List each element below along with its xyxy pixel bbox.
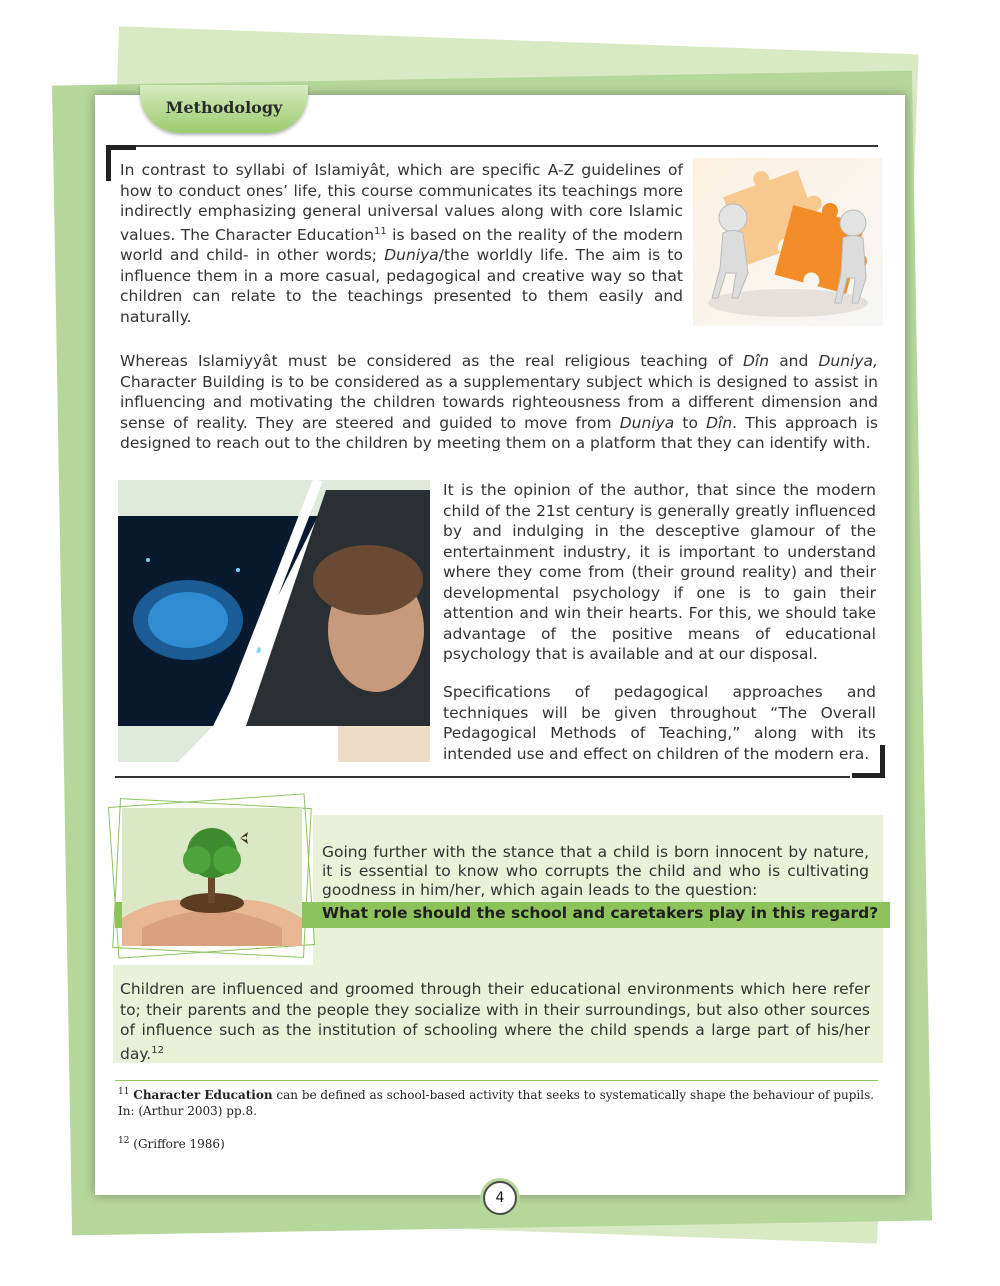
puzzle-illustration — [693, 158, 883, 326]
intro-paragraph-2: Whereas Islamiyyât must be considered as the real religious teaching of Dîn and Duniya, Character Building is to be considered as a supplementary subject which is designed to assist in influencing and motivating the children towards righteousness from a different dimension and sense of reality. They are steered and guided to move from Duniya to Dîn. This approach is designed to reach out to the children by meeting them on a platform that they can identify with. — [120, 352, 878, 452]
footnote-12: $^{12}$ (Griffore 1986) — [118, 1136, 225, 1151]
highlight-question: What role should the school and caretakers play in this regard? — [322, 904, 879, 922]
footnote-11-source: In: (Arthur 2003) pp.8. — [118, 1104, 257, 1118]
middle-paragraph-1: It is the opinion of the author, that since the modern child of the 21st century is generally greatly influenced by and indulging in the desceptive glamour of the entertainment industry, it is important to understand where they come from (their ground reality) and their developmental psychology if one is to gain their attention and win their hearts. For this, we should take advantage of the positive means of educational psychology that is available and at our disposal. — [443, 481, 876, 663]
puzzle-people-image — [693, 158, 883, 326]
highlight-body: Children are influenced and groomed through their educational environments which here refer to; their parents and the people they socialize with in their surroundings, but also other sources of influence such as the institution of schooling where the child spends a large part of his/her day.$^{12}$ — [120, 980, 870, 1063]
footnote-rule — [115, 1080, 878, 1081]
footnote-11: $^{11}$ Character Education can be defined as school-based activity that seeks to systematically shape the behaviour of pupils. — [118, 1087, 875, 1102]
page-number: 4 — [483, 1181, 517, 1215]
corner-bracket-left-top — [106, 145, 136, 150]
collage-illustration — [118, 480, 430, 762]
corner-bracket-right-bottom — [852, 773, 885, 778]
section-tab — [140, 85, 308, 133]
hands-tree-image — [122, 808, 302, 946]
highlight-intro: Going further with the stance that a child is born innocent by nature, it is essential to know who corrupts the child and who is cultivating goodness in him/her, which again leads to the question: — [322, 843, 869, 899]
corner-bracket-left — [106, 145, 111, 181]
top-rule — [113, 145, 878, 147]
hands-tree-illustration — [122, 808, 302, 946]
middle-paragraph-2: Specifications of pedagogical approaches and techniques will be given throughout “The Overall Pedagogical Methods of Teaching,” along with its intended use and effect on children of the modern era. — [443, 683, 876, 763]
intro-paragraph-1: In contrast to syllabi of Islamiyât, which are specific A-Z guidelines of how to conduct ones’ life, this course communicates its teachings more indirectly emphasizing general universal values along with core Islamic values. The Character Education$^{11}$ is based on the reality of the modern world and child- in other words; Duniya/the worldly life. The aim is to influence them in a more casual, pedagogical and creative way so that children can relate to the teachings presented to them easily and naturally. — [120, 161, 683, 326]
brain-child-collage — [118, 480, 430, 762]
bottom-rule — [115, 776, 850, 778]
section-title: Methodology — [165, 98, 283, 117]
